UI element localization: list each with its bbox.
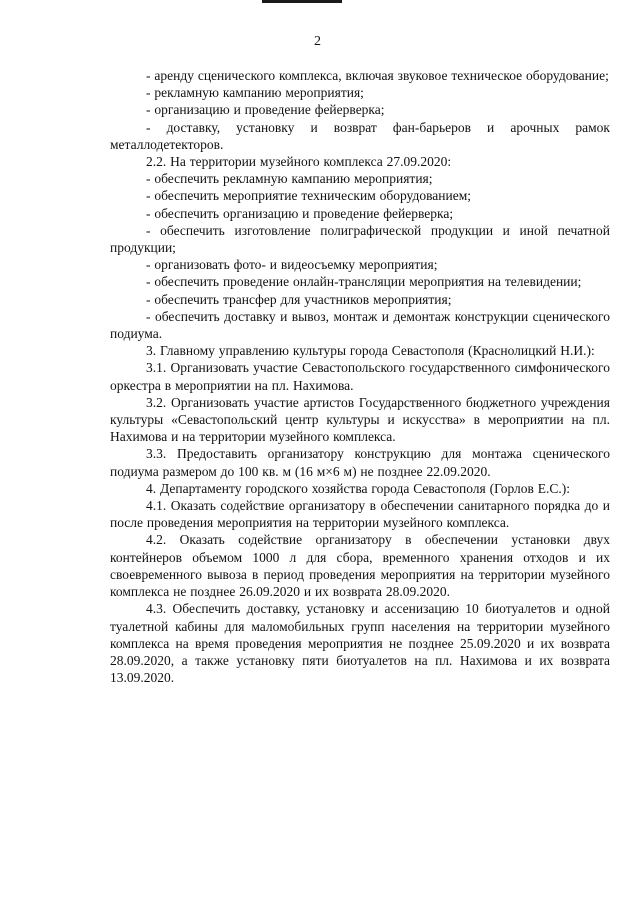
- paragraph: - рекламную кампанию мероприятия;: [146, 85, 364, 101]
- paragraph: - аренду сценического комплекса, включая звуковое техническое оборудование;: [146, 68, 609, 83]
- paragraph: - организацию и проведение фейерверка;: [146, 102, 385, 118]
- top-rule: [262, 0, 342, 3]
- paragraph: 3.1. Организовать участие Севастопольского государственного симфонического оркестра в мероприятии на пл. Нахимова.: [110, 360, 610, 393]
- paragraph: - доставку, установку и возврат фан-барьеров и арочных рамок металлодетекторов.: [110, 119, 610, 152]
- paragraph: 3.3. Предоставить организатору конструкцию для монтажа сценического подиума размером до 100 кв. м (16 м×6 м) не позднее 22.09.2020.: [110, 446, 610, 479]
- paragraph: 2.2. На территории музейного комплекса 27.09.2020:: [146, 154, 452, 170]
- paragraph: - обеспечить проведение онлайн-трансляции мероприятия на телевидении;: [146, 274, 582, 290]
- page-number: 2: [314, 34, 321, 49]
- paragraph: 4.3. Обеспечить доставку, установку и ассенизацию 10 биотуалетов и одной туалетной кабины для маломобильных групп населения на территории музейного комплекса на время проведения мероприятия не позднее 25.09.2020 и их возврата 28.09.2020, а также установку пяти биотуалетов на пл. Нахимова и их возврата 13.09.2020.: [110, 601, 610, 686]
- paragraph: - обеспечить организацию и проведение фейерверка;: [146, 205, 454, 221]
- paragraph: 3.2. Организовать участие артистов Государственного бюджетного учреждения культуры «Севастопольский центр культуры и искусства» в мероприятии на пл. Нахимова и на территории музейного комплекса.: [110, 394, 610, 445]
- paragraph: - организовать фото- и видеосъемку мероприятия;: [146, 257, 438, 273]
- document-body: [110, 67, 610, 686]
- paragraph: 3. Главному управлению культуры города Севастополя (Краснолицкий Н.И.):: [146, 343, 595, 359]
- paragraph: - обеспечить рекламную кампанию мероприятия;: [146, 171, 433, 187]
- paragraph: - обеспечить мероприятие техническим оборудованием;: [146, 188, 471, 204]
- paragraph: 4.1. Оказать содействие организатору в обеспечении санитарного порядка до и после проведения мероприятия на территории музейного комплекса.: [110, 498, 610, 531]
- paragraph: - обеспечить трансфер для участников мероприятия;: [146, 291, 452, 307]
- paragraph: - обеспечить доставку и вывоз, монтаж и демонтаж конструкции сценического подиума.: [110, 308, 610, 342]
- paragraph: 4. Департаменту городского хозяйства города Севастополя (Горлов Е.С.):: [146, 480, 571, 496]
- paragraph: 4.2. Оказать содействие организатору в обеспечении установки двух контейнеров объемом 1000 л для сбора, временного хранения отходов и их своевременного вывоза в период проведения мероприятия на территории музейного комплекса не позднее 26.09.2020 и их возврата 28.09.2020.: [110, 532, 610, 600]
- paragraph: - обеспечить изготовление полиграфической продукции и иной печатной продукции;: [110, 222, 610, 256]
